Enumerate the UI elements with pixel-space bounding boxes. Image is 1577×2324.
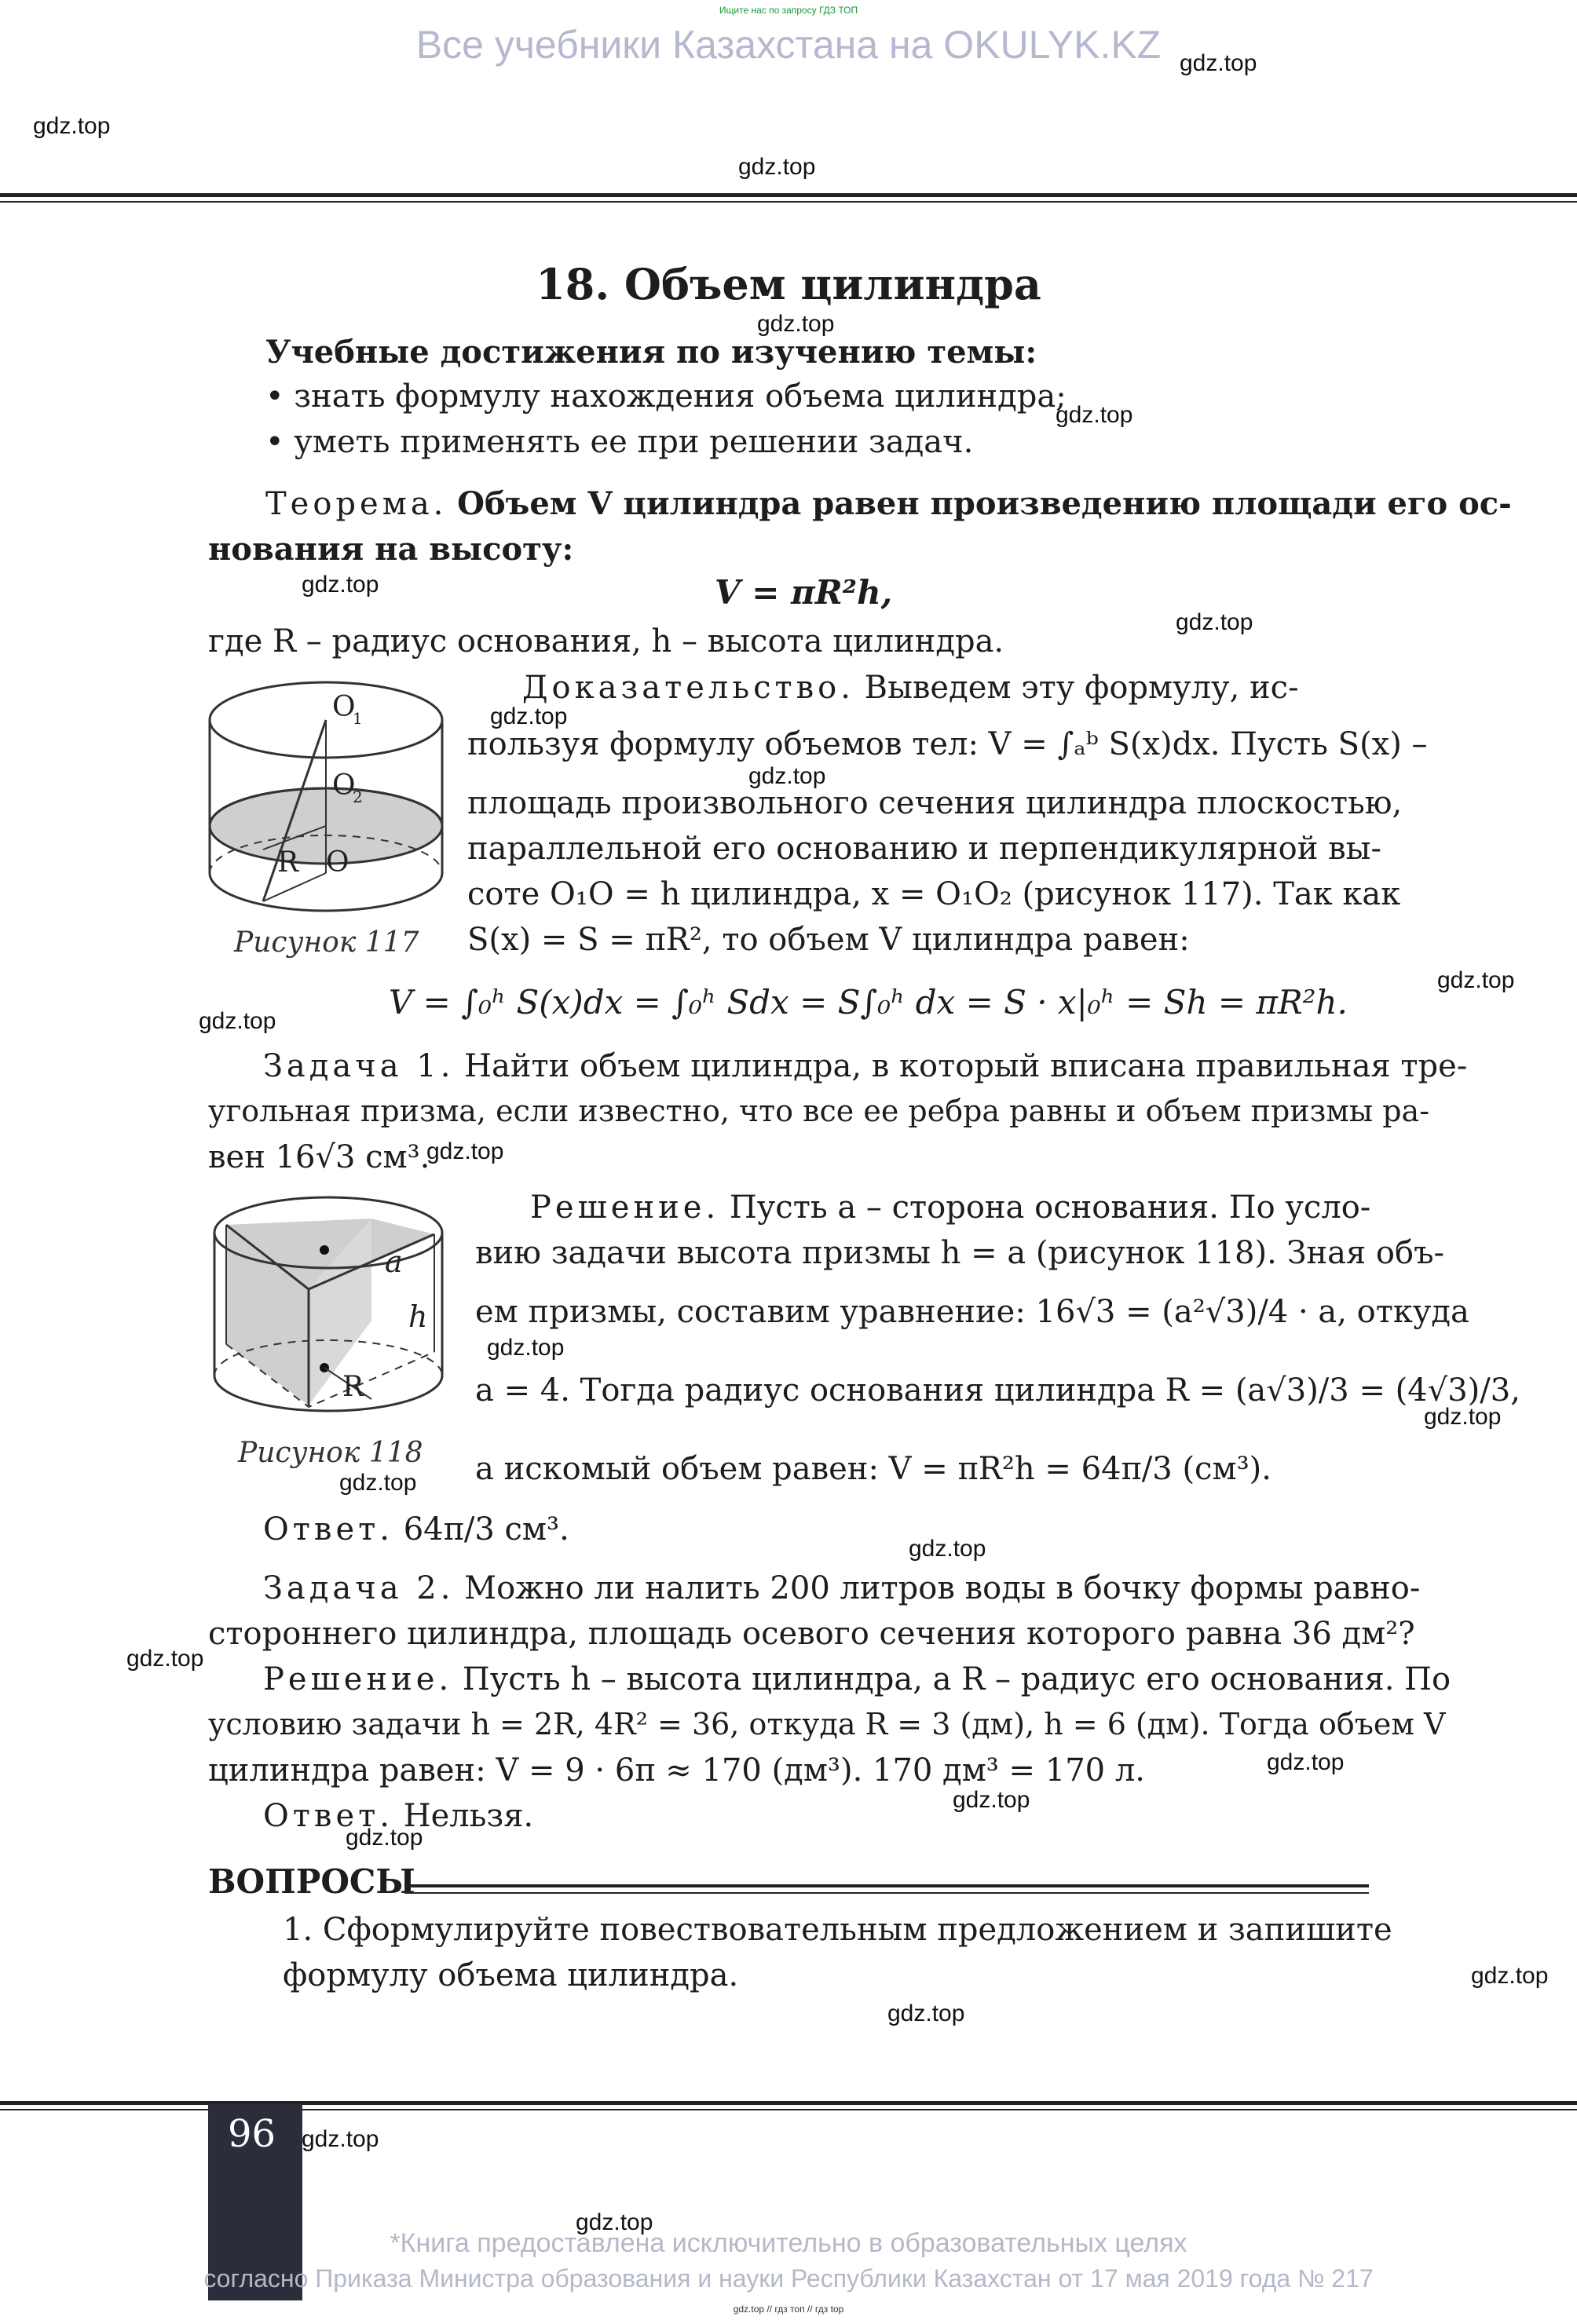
question-item: формулу объема цилиндра.: [283, 1957, 739, 1993]
task2-label: Задача 2.: [263, 1570, 455, 1606]
task2-answer: Нельзя.: [403, 1798, 534, 1834]
watermark: gdz.top: [887, 2001, 965, 2026]
watermark: gdz.top: [339, 1470, 417, 1496]
task1-text: вен 16√3 см³.: [208, 1139, 430, 1175]
task2-solution-text: Пусть h – высота цилиндра, а R – радиус его основания. По: [462, 1661, 1451, 1697]
proof-text: площадь произвольного сечения цилиндра плоскостью,: [467, 785, 1403, 821]
proof-text: S(x) = S = πR², то объем V цилиндра равен:: [467, 922, 1190, 958]
task1-label: Задача 1.: [263, 1048, 455, 1084]
goal-item: • уметь применять ее при решении задач.: [265, 424, 974, 460]
site-banner[interactable]: Все учебники Казахстана на OKULYK.KZ: [415, 23, 1162, 67]
task1-solution-text: а искомый объем равен: V = πR²h = 64π/3 (см³).: [475, 1451, 1271, 1487]
watermark: gdz.top: [576, 2209, 653, 2235]
top-search-note: Ищите нас по запросу ГДЗ ТОП: [719, 5, 858, 16]
proof-formula: V = ∫₀ʰ S(x)dx = ∫₀ʰ Sdx = S∫₀ʰ dx = S · x|₀ʰ = Sh = πR²h.: [389, 983, 1348, 1021]
footer-note: согласно Приказа Министра образования и науки Республики Казахстан от 17 мая 2019 года № 217: [203, 2264, 1374, 2293]
watermark: gdz.top: [346, 1825, 423, 1851]
watermark: gdz.top: [302, 2126, 379, 2152]
goals-heading: Учебные достижения по изучению темы:: [265, 334, 1037, 371]
task1-solution-text: Пусть a – сторона основания. По усло-: [729, 1189, 1371, 1226]
header-rule: [0, 193, 1577, 197]
figure-118-caption: Рисунок 118: [238, 1437, 423, 1469]
watermark: gdz.top: [1180, 50, 1257, 76]
task2-answer-label: Ответ.: [263, 1798, 393, 1834]
label-r: R: [342, 1371, 364, 1403]
watermark: gdz.top: [33, 113, 111, 139]
label-a: a: [385, 1244, 403, 1279]
label-o1: O: [332, 691, 356, 723]
task1-solution-text: вию задачи высота призмы h = a (рисунок 118). Зная объ-: [475, 1235, 1445, 1271]
header-rule-thin: [0, 201, 1577, 203]
watermark: gdz.top: [1176, 609, 1253, 635]
figure-118-prism-in-cylinder: [203, 1187, 452, 1432]
watermark: gdz.top: [426, 1138, 504, 1164]
footer-links[interactable]: gdz.top // гдз топ // гдз top: [733, 2304, 844, 2315]
section-title: 18. Объем цилиндра: [536, 259, 1041, 309]
watermark: gdz.top: [1471, 1963, 1549, 1989]
watermark: gdz.top: [1267, 1749, 1345, 1775]
watermark: gdz.top: [490, 703, 568, 729]
task1-answer: 64π/3 см³.: [403, 1511, 569, 1548]
task1-solution-text: a = 4. Тогда радиус основания цилиндра R = (a√3)/3 = (4√3)/3,: [475, 1372, 1520, 1409]
questions-rule: [404, 1884, 1369, 1894]
watermark: gdz.top: [126, 1646, 204, 1672]
proof-label: Доказательство.: [522, 670, 854, 706]
task1-text: угольная призма, если известно, что все ее ребра равны и объем призмы ра-: [208, 1094, 1430, 1128]
theorem-label: Теорема.: [265, 486, 448, 522]
label-h: h: [408, 1299, 428, 1334]
proof-text: соте O₁O = h цилиндра, x = O₁O₂ (рисунок 117). Так как: [467, 876, 1401, 912]
label-o2: O: [332, 769, 356, 802]
task1-answer-label: Ответ.: [263, 1511, 393, 1548]
watermark: gdz.top: [953, 1787, 1030, 1813]
task2-solution-label: Решение.: [263, 1661, 453, 1697]
task2-solution-text: цилиндра равен: V = 9 · 6π ≈ 170 (дм³). 170 дм³ = 170 л.: [208, 1752, 1145, 1789]
watermark: gdz.top: [1424, 1404, 1502, 1430]
watermark: gdz.top: [738, 154, 816, 180]
page-number: 96: [228, 2112, 276, 2156]
theorem-where: где R – радиус основания, h – высота цилиндра.: [208, 623, 1004, 660]
task1-text: Найти объем цилиндра, в который вписана правильная тре-: [464, 1048, 1468, 1084]
task1-solution-text: ем призмы, составим уравнение: 16√3 = (a²√3)/4 · a, откуда: [475, 1294, 1469, 1330]
label-r: R: [277, 846, 299, 879]
task2-text: Можно ли налить 200 литров воды в бочку формы равно-: [464, 1570, 1421, 1606]
task1-solution-label: Решение.: [530, 1189, 720, 1226]
figure-117-caption: Рисунок 117: [234, 926, 419, 959]
watermark: gdz.top: [302, 572, 379, 597]
watermark: gdz.top: [199, 1008, 276, 1034]
theorem-formula: V = πR²h,: [715, 573, 893, 612]
question-item: 1. Сформулируйте повествовательным предложением и запишите: [283, 1912, 1392, 1948]
watermark: gdz.top: [748, 763, 826, 789]
label-o: O: [326, 846, 349, 879]
figure-117-cylinder: [200, 677, 452, 920]
proof-text: параллельной его основанию и перпендикулярной вы-: [467, 831, 1382, 867]
goal-item: • знать формулу нахождения объема цилиндра;: [265, 378, 1067, 415]
svg-text:1: 1: [353, 709, 363, 728]
svg-text:2: 2: [353, 787, 363, 806]
watermark: gdz.top: [757, 311, 835, 337]
watermark: gdz.top: [1437, 967, 1515, 993]
task2-text: стороннего цилиндра, площадь осевого сечения которого равна 36 дм²?: [208, 1616, 1415, 1652]
questions-heading: ВОПРОСЫ: [208, 1862, 415, 1901]
watermark: gdz.top: [909, 1536, 986, 1562]
watermark: gdz.top: [487, 1335, 565, 1361]
proof-text: Выведем эту формулу, ис-: [864, 670, 1299, 706]
proof-text: пользуя формулу объемов тел: V = ∫ₐᵇ S(x)dx. Пусть S(x) –: [467, 726, 1428, 762]
footer-note: *Книга предоставлена исключительно в образовательных целях: [390, 2228, 1187, 2258]
theorem-text: Объем V цилиндра равен произведению площади его ос-: [457, 485, 1512, 522]
task2-solution-text: условию задачи h = 2R, 4R² = 36, откуда R = 3 (дм), h = 6 (дм). Тогда объем V: [208, 1707, 1446, 1741]
theorem-text-cont: нования на высоту:: [208, 531, 574, 568]
watermark: gdz.top: [1056, 402, 1133, 428]
